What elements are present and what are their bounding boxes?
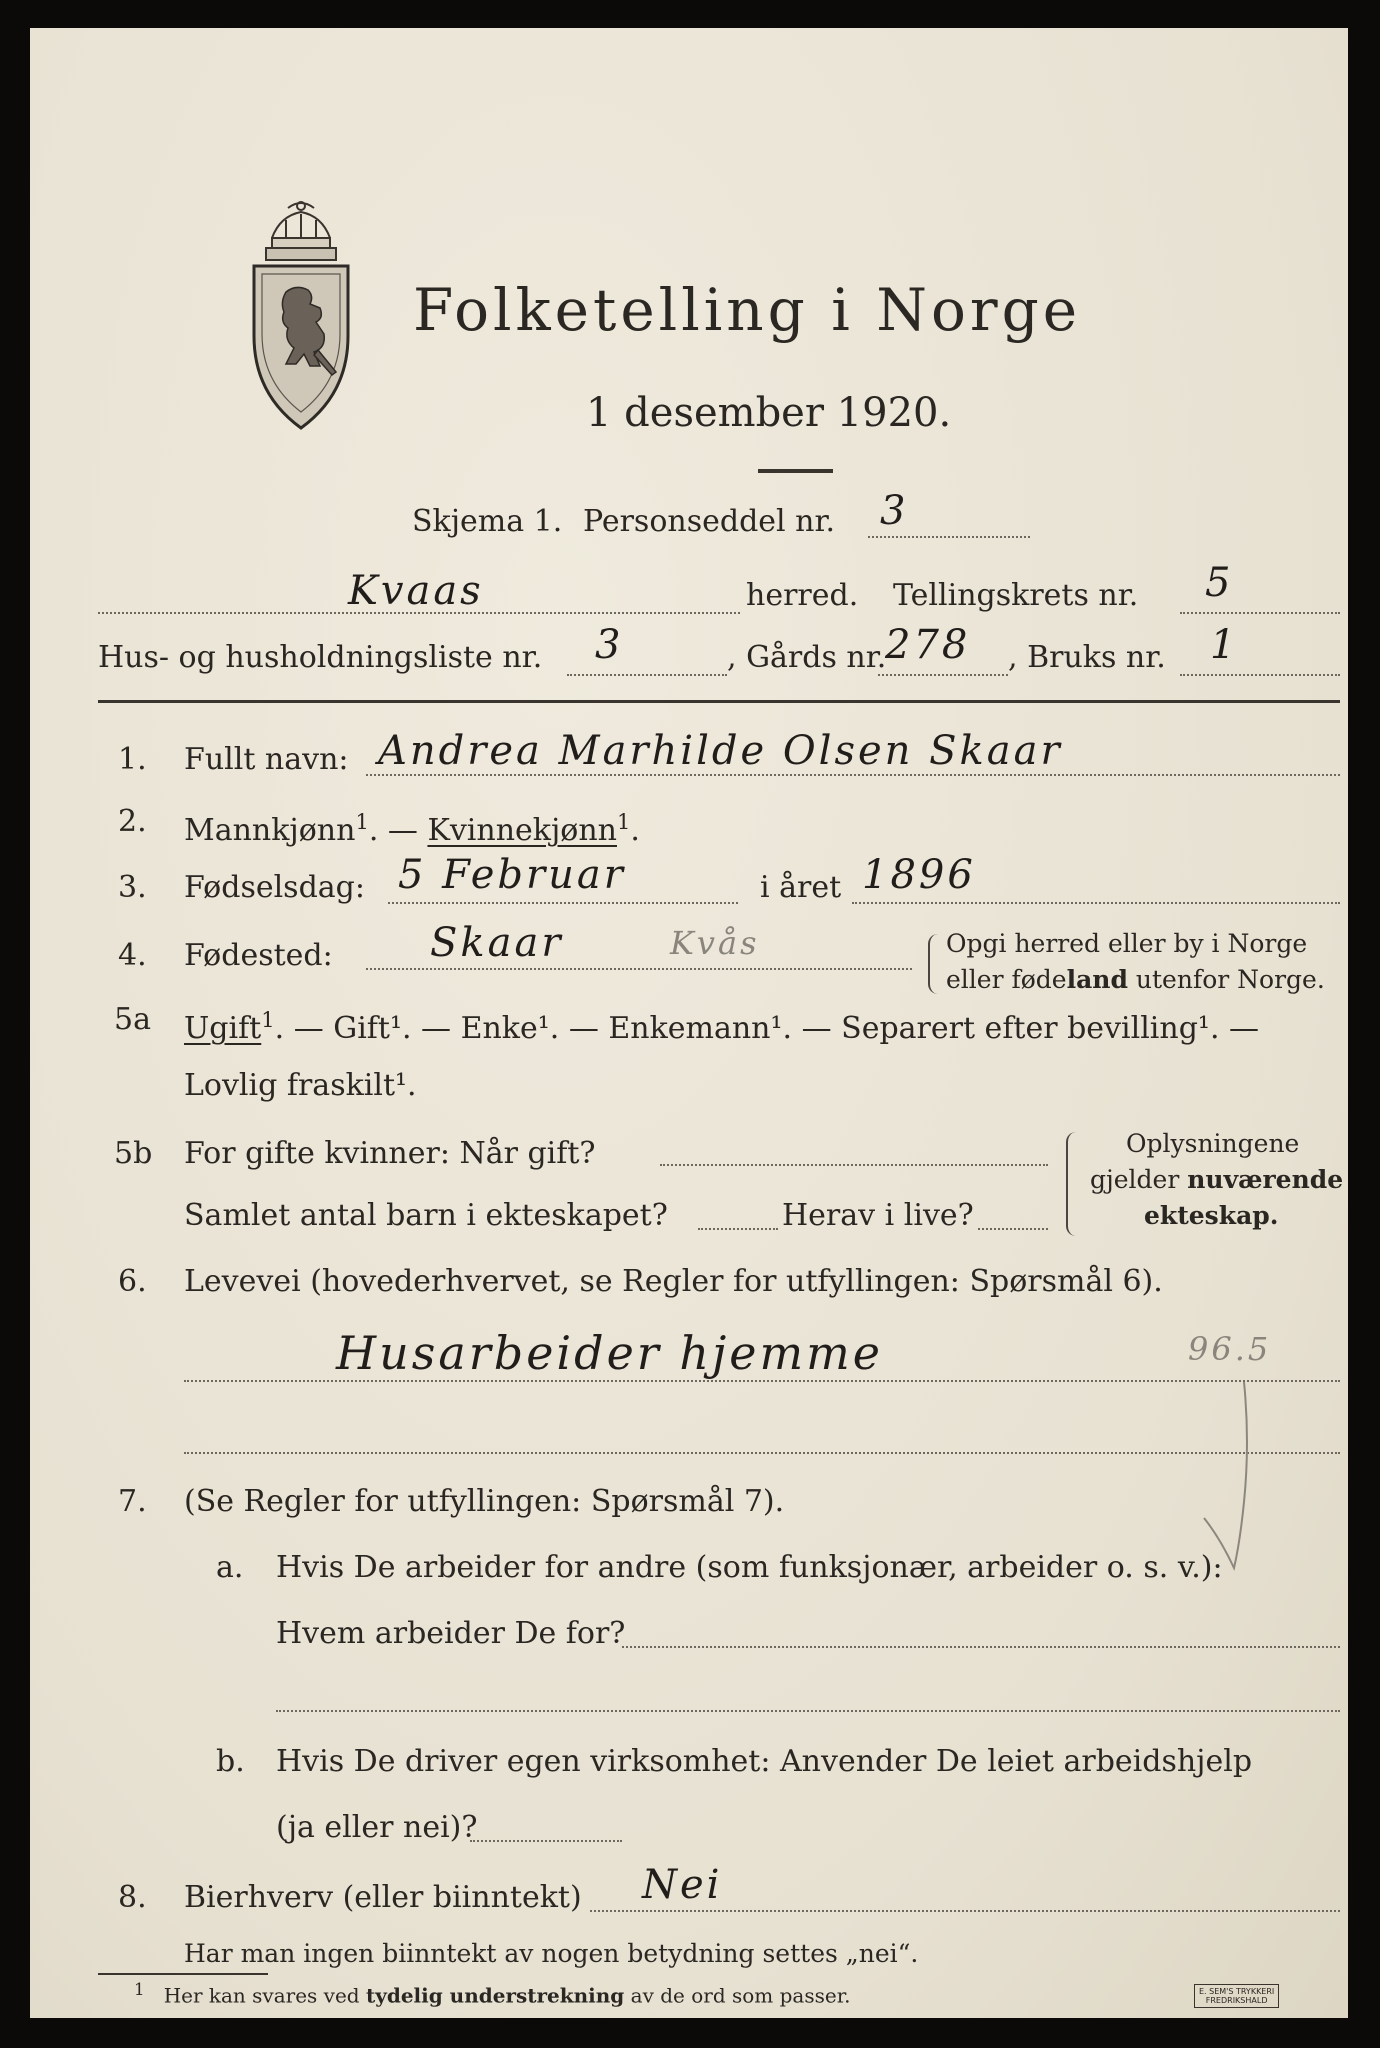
question-7-label: (Se Regler for utfyllingen: Spørsmål 7). — [184, 1484, 785, 1519]
birthday-label: Fødselsdag: — [184, 870, 365, 905]
marriage-note-line3: ekteskap. — [1144, 1201, 1279, 1230]
census-date: 1 desember 1920. — [586, 390, 952, 436]
full-name-value: Andrea Marhilde Olsen Skaar — [378, 728, 1063, 774]
gender-row: Mannkjønn$^1$. — Kvinnekjønn$^1$. — [184, 810, 640, 848]
printer-mark: E. SEM'S TRYKKERI FREDRIKSHALD — [1194, 1984, 1279, 2008]
married-women-when-label: For gifte kvinner: Når gift? — [184, 1136, 596, 1171]
children-alive-label: Herav i live? — [782, 1198, 974, 1233]
birth-year-label: i året — [760, 870, 842, 905]
personseddel-value: 3 — [880, 488, 909, 534]
page-title: Folketelling i Norge — [413, 276, 1082, 344]
herred-label: herred. — [746, 578, 859, 613]
question-8-number: 8. — [118, 1880, 147, 1915]
bruks-label: , Bruks nr. — [1008, 640, 1166, 675]
marital-divorced-option: Lovlig fraskilt¹. — [184, 1068, 417, 1103]
marital-status-row: Ugift$^1$. — Gift¹. — Enke¹. — Enkemann¹. — Separert efter bevilling¹. — — [184, 1008, 1260, 1046]
side-income-note: Har man ingen biinntekt av nogen betydning settes „nei“. — [184, 1939, 919, 1968]
occupation-code-pencil: 96.5 — [1188, 1330, 1272, 1368]
marriage-note-line2: gjelder nuværende — [1090, 1165, 1344, 1194]
gards-value: 278 — [885, 622, 971, 668]
census-form-page — [30, 28, 1348, 2018]
marriage-note-line1: Oplysningene — [1126, 1129, 1300, 1158]
header-rule — [98, 700, 1340, 703]
herred-value: Kvaas — [348, 568, 484, 614]
household-list-value: 3 — [595, 622, 624, 668]
bruks-value: 1 — [1210, 622, 1239, 668]
side-income-label: Bierhverv (eller biinntekt) — [184, 1880, 582, 1915]
gards-label: , Gårds nr. — [727, 640, 887, 675]
question-1-label: Fullt navn: — [184, 742, 349, 777]
question-7b-line1: Hvis De driver egen virksomhet: Anvender De leiet arbeidshjelp — [276, 1744, 1253, 1779]
occupation-value: Husarbeider hjemme — [336, 1326, 883, 1380]
question-5b-number: 5b — [114, 1136, 153, 1171]
tellingskrets-label: Tellingskrets nr. — [893, 578, 1139, 613]
question-4-number: 4. — [118, 938, 147, 973]
personseddel-label: Personseddel nr. — [583, 504, 836, 539]
question-1-number: 1. — [118, 742, 147, 777]
children-total-label: Samlet antal barn i ekteskapet? — [184, 1198, 668, 1233]
footnote-rule — [98, 1973, 268, 1975]
gender-female-option-underlined: Kvinnekjønn — [427, 813, 617, 848]
birthday-value: 5 Februar — [398, 852, 626, 898]
question-6-number: 6. — [118, 1264, 147, 1299]
birthplace-note-line1: Opgi herred eller by i Norge — [946, 929, 1308, 958]
footnote: $^1$ Her kan svares ved tydelig understrekning av de ord som passer. — [134, 1980, 851, 2008]
gender-male-option: Mannkjønn — [184, 813, 356, 848]
occupation-label: Levevei (hovederhvervet, se Regler for utfyllingen: Spørsmål 6). — [184, 1264, 1163, 1299]
question-7a-marker: a. — [216, 1550, 244, 1585]
question-7-number: 7. — [118, 1484, 147, 1519]
birth-year-value: 1896 — [862, 852, 976, 898]
birthplace-value: Skaar — [430, 920, 564, 966]
question-5a-number: 5a — [114, 1002, 151, 1037]
marital-unmarried-underlined: Ugift — [184, 1011, 262, 1046]
question-7a-line1: Hvis De arbeider for andre (som funksjonær, arbeider o. s. v.): — [276, 1550, 1223, 1585]
birthplace-label: Fødested: — [184, 938, 333, 973]
household-list-label: Hus- og husholdningsliste nr. — [98, 640, 543, 675]
birthplace-note-line2: eller fødeland utenfor Norge. — [946, 965, 1325, 994]
schema-label: Skjema 1. — [412, 504, 563, 539]
question-2-number: 2. — [118, 804, 147, 839]
tellingskrets-value: 5 — [1205, 560, 1234, 606]
question-3-number: 3. — [118, 870, 147, 905]
question-7b-hired-help-label: (ja eller nei)? — [276, 1810, 478, 1845]
birthplace-pencil-note: Kvås — [670, 924, 760, 962]
title-divider — [758, 469, 833, 473]
norwegian-coat-of-arms-icon — [248, 200, 354, 432]
side-income-value: Nei — [642, 1862, 723, 1908]
question-7b-marker: b. — [216, 1744, 245, 1779]
question-7a-employer-label: Hvem arbeider De for? — [276, 1616, 626, 1651]
